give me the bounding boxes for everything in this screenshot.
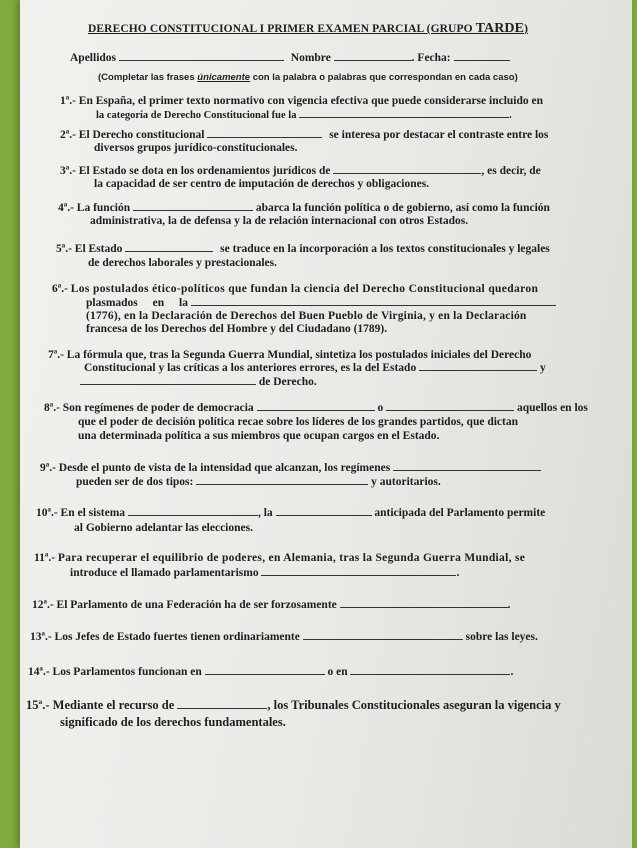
question-text: administrativa, la de defensa y la de relación internacional con otros Estados. [90,215,469,227]
question-text: se interesa por destacar el contraste entre los [329,129,549,141]
question-number: 13ª.- [30,631,52,643]
question-text: . [507,599,511,611]
question-6-line4 [86,322,387,336]
question-text: abarca la función política o de gobierno, así como la función [255,202,550,214]
question-text: El Estado se dota en los ordenamientos jurídicos de [78,165,331,177]
question-text: significado de los derechos fundamentales. [60,715,286,729]
question-text: , la [257,507,273,519]
fecha-label: . Fecha: [411,52,451,64]
answer-blank[interactable] [191,296,556,306]
question-text: Son regímenes de poder de democracia [62,402,254,414]
question-number: 8ª.- [44,402,60,414]
question-text: introduce el llamado parlamentarismo [70,567,259,579]
question-text: se traduce en la incorporación a los textos constitucionales y legales [220,243,550,255]
answer-blank[interactable] [350,665,510,675]
question-number: 10ª.- [36,507,58,519]
question-3-line2 [94,177,429,191]
question-text: en [152,297,165,309]
answer-blank[interactable] [333,164,481,174]
instructions-pre: (Completar las frases [98,72,198,83]
answer-blank[interactable] [340,598,508,608]
question-6 [52,282,538,296]
question-text: Mediante el recurso de [52,698,175,712]
apellidos-field[interactable] [119,51,284,61]
exam-title [88,22,528,36]
question-number: 12ª.- [32,599,54,611]
question-text: francesa de los Derechos del Hombre y del Ciudadano (1789). [86,323,388,335]
nombre-label: Nombre [290,52,331,64]
question-text: de derechos laborales y prestacionales. [88,257,277,269]
question-text: Constitucional y las críticas a los anteriores errores, es la del Estado [84,362,417,374]
question-4-line2 [90,214,468,228]
question-text: En España, el primer texto normativo con vigencia efectiva que puede considerarse incluido en [78,95,544,107]
title-close: ) [524,23,529,35]
question-number: 1ª.- [60,95,76,107]
answer-blank[interactable] [125,242,213,252]
question-13 [30,630,538,644]
fecha-field[interactable] [454,51,510,61]
question-14 [28,665,513,679]
student-fields [70,51,510,65]
question-text: . [510,666,514,678]
question-text: de Derecho. [258,376,317,388]
answer-blank[interactable] [261,566,456,576]
question-text: y [539,362,546,374]
answer-blank[interactable] [393,461,541,471]
answer-blank[interactable] [257,401,375,411]
question-text: diversos grupos jurídico-constitucionales. [94,142,298,154]
question-number: 3ª.- [60,165,76,177]
question-4 [58,201,550,215]
question-3 [60,164,541,178]
question-number: 11ª.- [34,552,56,564]
question-text: Los postulados ético-políticos que fundan la ciencia del Derecho Constitucional quedaron [70,283,539,295]
question-15 [26,698,561,712]
question-text: sobre las leyes. [465,631,538,643]
question-6-line2 [86,296,556,310]
nombre-field[interactable] [334,51,412,61]
question-number: 4ª.- [58,202,74,214]
answer-blank[interactable] [80,375,256,385]
answer-blank[interactable] [303,630,463,640]
question-15-line2 [60,715,286,729]
question-text: plasmados [86,297,138,309]
question-number: 15ª.- [26,698,50,712]
question-text: la [179,297,188,309]
question-text: La fórmula que, tras la Segunda Guerra Mundial, sintetiza los postulados iniciales del Derecho [66,349,532,361]
answer-blank[interactable] [207,128,322,138]
question-number: 6ª.- [52,283,68,295]
question-text: al Gobierno adelantar las elecciones. [74,522,253,534]
question-number: 2ª.- [60,129,76,141]
question-10-line2 [74,521,253,535]
question-text: y autoritarios. [371,476,441,488]
answer-blank[interactable] [196,475,368,485]
answer-blank[interactable] [177,699,267,709]
question-text: . [456,567,460,579]
question-text: . [509,110,512,121]
instructions [98,71,518,85]
question-12 [32,598,511,612]
question-text: Para recuperar el equilibrio de poderes, en Alemania, tras la Segunda Guerra Mundial, se [57,552,526,564]
answer-blank[interactable] [386,401,514,411]
answer-blank[interactable] [299,108,509,118]
question-text: o [377,402,384,414]
instructions-emphasis: únicamente [197,72,251,83]
answer-blank[interactable] [205,665,325,675]
answer-blank[interactable] [276,506,372,516]
question-5-line2 [88,256,277,270]
question-2 [60,128,548,142]
group-text: TARDE [475,21,525,36]
question-8 [44,401,588,415]
question-text: , es decir, de [481,165,541,177]
question-1-line2 [96,108,512,123]
instructions-post: con la palabra o palabras que correspondan en cada caso) [250,72,518,83]
question-text: El Estado [74,243,123,255]
title-text: DERECHO CONSTITUCIONAL I PRIMER EXAMEN PARCIAL (GRUPO [88,23,473,35]
question-11 [34,551,525,565]
question-8-line3 [78,429,439,443]
question-7-line2 [84,361,546,375]
question-text: En el sistema [60,507,126,519]
question-2-line2 [94,141,298,155]
question-1 [60,94,543,108]
question-8-line2 [78,415,518,429]
question-number: 14ª.- [28,666,50,678]
question-text: pueden ser de dos tipos: [76,476,194,488]
question-text: una determinada política a sus miembros que ocupan cargos en el Estado. [78,430,440,442]
question-text: la capacidad de ser centro de imputación de derechos y obligaciones. [94,178,430,190]
question-number: 9ª.- [40,462,56,474]
question-5 [56,242,550,256]
question-text: La función [76,202,131,214]
apellidos-label: Apellidos [70,52,117,64]
question-text: Los Parlamentos funcionan en [52,666,202,678]
question-7-line3 [80,375,317,389]
question-number: 7ª.- [48,349,64,361]
question-text: El Parlamento de una Federación ha de ser forzosamente [56,599,337,611]
question-text: o en [327,666,348,678]
answer-blank[interactable] [133,201,253,211]
answer-blank[interactable] [128,506,258,516]
question-number: 5ª.- [56,243,72,255]
question-text: , los Tribunales Constitucionales aseguran la vigencia y [267,698,561,712]
question-text: (1776), en la Declaración de Derechos del Buen Pueblo de Virginia, y en la Declaración [86,310,527,322]
question-6-line3 [86,309,527,323]
question-10 [36,506,545,520]
question-text: que el poder de decisión política recae sobre los líderes de los grandes partidos, que dictan [78,416,518,428]
question-9-line2 [76,475,441,489]
question-text: Desde el punto de vista de la intensidad que alcanzan, los regímenes [58,462,391,474]
question-text: Los Jefes de Estado fuertes tienen ordinariamente [54,631,300,643]
question-text: anticipada del Parlamento permite [374,507,546,519]
question-text: aquellos en los [516,402,588,414]
question-9 [40,461,541,475]
question-7 [48,348,531,362]
question-11-line2 [70,566,459,580]
question-text: la categoría de Derecho Constitucional fue la [96,110,297,121]
question-text: El Derecho constitucional [78,129,205,141]
answer-blank[interactable] [419,361,537,371]
